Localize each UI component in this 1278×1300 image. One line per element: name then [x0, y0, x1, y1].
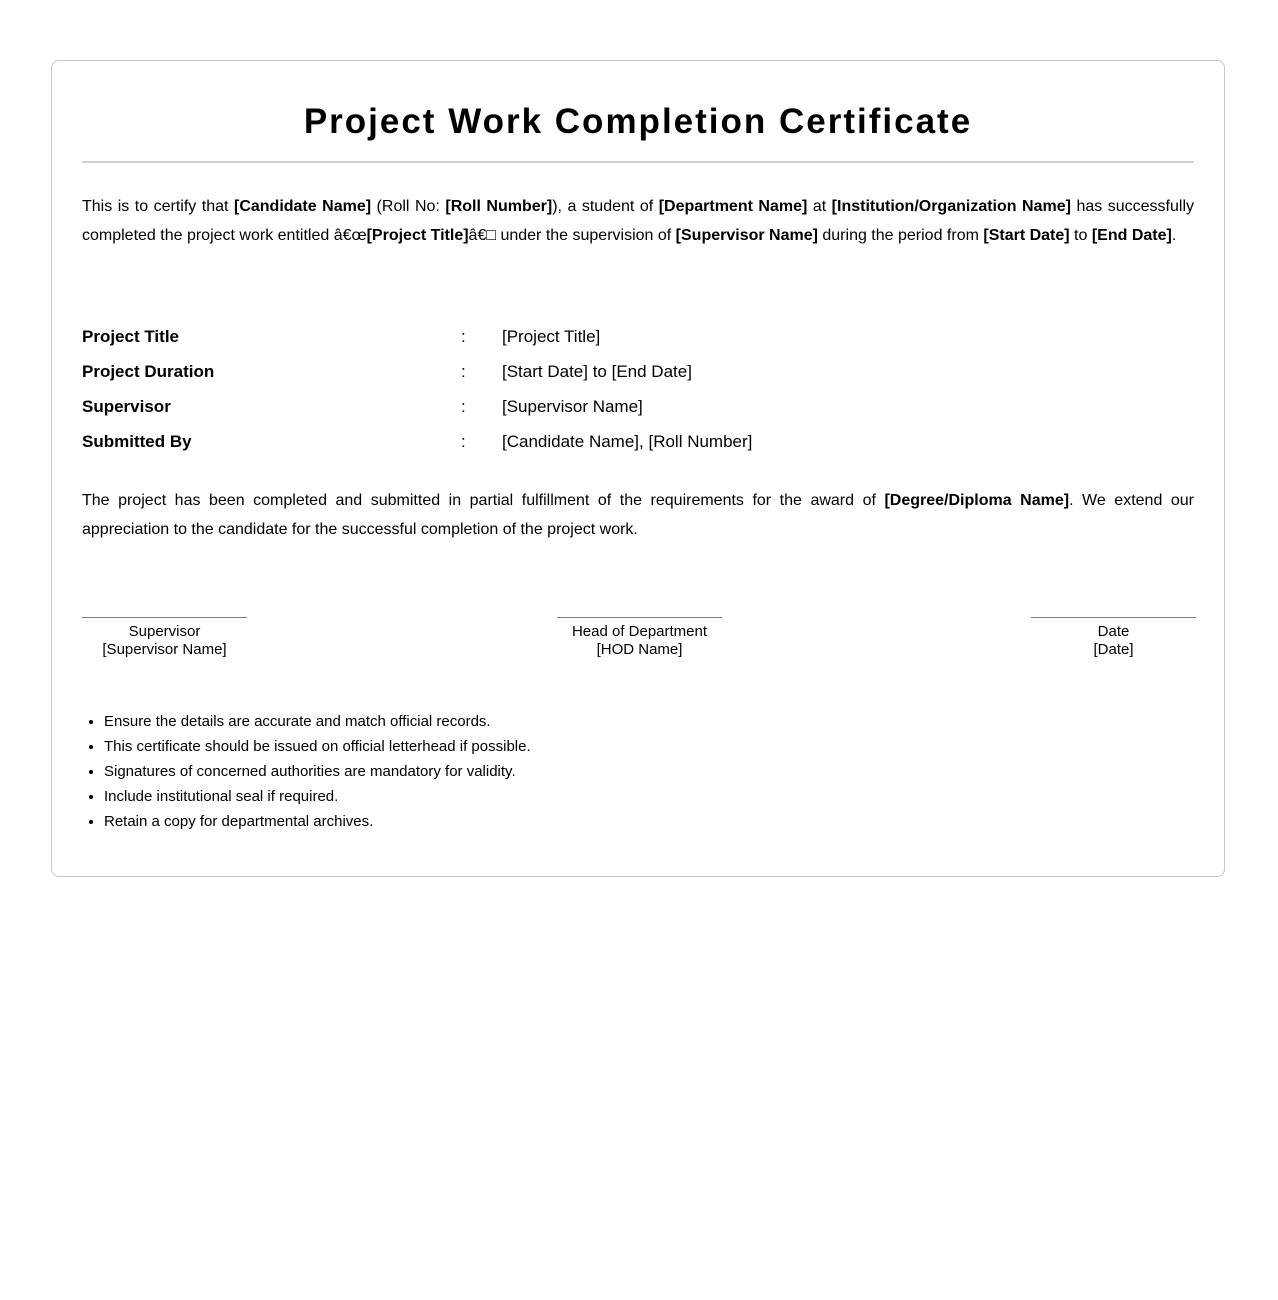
- signature-role: Supervisor: [128, 623, 201, 640]
- list-item: • Signatures of concerned authorities are mandatory for validity.: [104, 759, 531, 784]
- signature-role: Date: [1097, 623, 1130, 640]
- intro-text: .: [1171, 226, 1177, 244]
- detail-value: [Start Date] to [End Date]: [502, 362, 692, 381]
- certification-paragraph: [82, 193, 1194, 250]
- notes-list: [82, 709, 531, 834]
- closing-paragraph: [82, 487, 1194, 544]
- detail-label: Project Title: [82, 327, 179, 346]
- supervisor-name: [Supervisor Name]: [675, 226, 818, 244]
- intro-text: (Roll No:: [371, 198, 446, 215]
- start-date: [Start Date]: [983, 226, 1070, 244]
- certificate-card: [51, 60, 1225, 877]
- intro-text: to: [1069, 226, 1092, 244]
- intro-text: â€□ under the supervision of: [468, 226, 676, 244]
- detail-label: Supervisor: [82, 397, 171, 416]
- detail-value: [Project Title]: [502, 327, 601, 346]
- intro-text: at: [807, 198, 832, 215]
- detail-colon: :: [461, 327, 466, 346]
- project-title: [Project Title]: [366, 226, 469, 244]
- list-item: • This certificate should be issued on official letterhead if possible.: [104, 734, 531, 759]
- list-item: • Retain a copy for departmental archives.: [104, 809, 531, 834]
- signature-block-date: [1031, 617, 1196, 659]
- list-item: • Include institutional seal if required.: [104, 784, 531, 809]
- signature-block-supervisor: [82, 617, 247, 659]
- detail-colon: :: [461, 362, 466, 381]
- closing-text: . We extend our appreciation to the candidate for the successful completion of the project work.: [82, 492, 1195, 538]
- degree-name: [Degree/Diploma Name]: [884, 492, 1070, 509]
- detail-value: [Supervisor Name]: [502, 397, 643, 416]
- project-details: [82, 319, 882, 459]
- detail-label: Project Duration: [82, 362, 215, 381]
- institution-name: [Institution/Organization Name]: [831, 198, 1071, 215]
- intro-text: This is to certify that: [82, 198, 234, 215]
- detail-row-project-title: [82, 319, 882, 354]
- detail-value: [Candidate Name], [Roll Number]: [502, 432, 753, 451]
- intro-text: during the period from: [817, 226, 984, 244]
- candidate-name: [Candidate Name]: [233, 198, 372, 215]
- intro-text: ), a student of: [552, 198, 659, 215]
- detail-row-submitted-by: [82, 424, 882, 459]
- list-item: • Ensure the details are accurate and match official records.: [104, 709, 531, 734]
- department-name: [Department Name]: [658, 198, 808, 215]
- detail-colon: :: [461, 432, 466, 451]
- roll-number: [Roll Number]: [445, 198, 553, 215]
- signature-name: [Supervisor Name]: [102, 641, 227, 658]
- detail-row-project-duration: [82, 354, 882, 389]
- closing-text: The project has been completed and submitted in partial fulfillment of the requirements for the award of: [82, 492, 885, 509]
- detail-label: Submitted By: [82, 432, 192, 451]
- detail-colon: :: [461, 397, 466, 416]
- intro-text: has successfully completed the project work entitled â€œ: [82, 198, 1194, 244]
- signature-name: [Date]: [1093, 641, 1134, 658]
- end-date: [End Date]: [1091, 226, 1172, 244]
- signature-role: Head of Department: [571, 623, 708, 640]
- title-divider: [82, 161, 1194, 163]
- signature-block-hod: [557, 617, 722, 659]
- detail-row-supervisor: [82, 389, 882, 424]
- certificate-title: Project Work Completion Certificate: [303, 102, 973, 141]
- signature-name: [HOD Name]: [596, 641, 683, 658]
